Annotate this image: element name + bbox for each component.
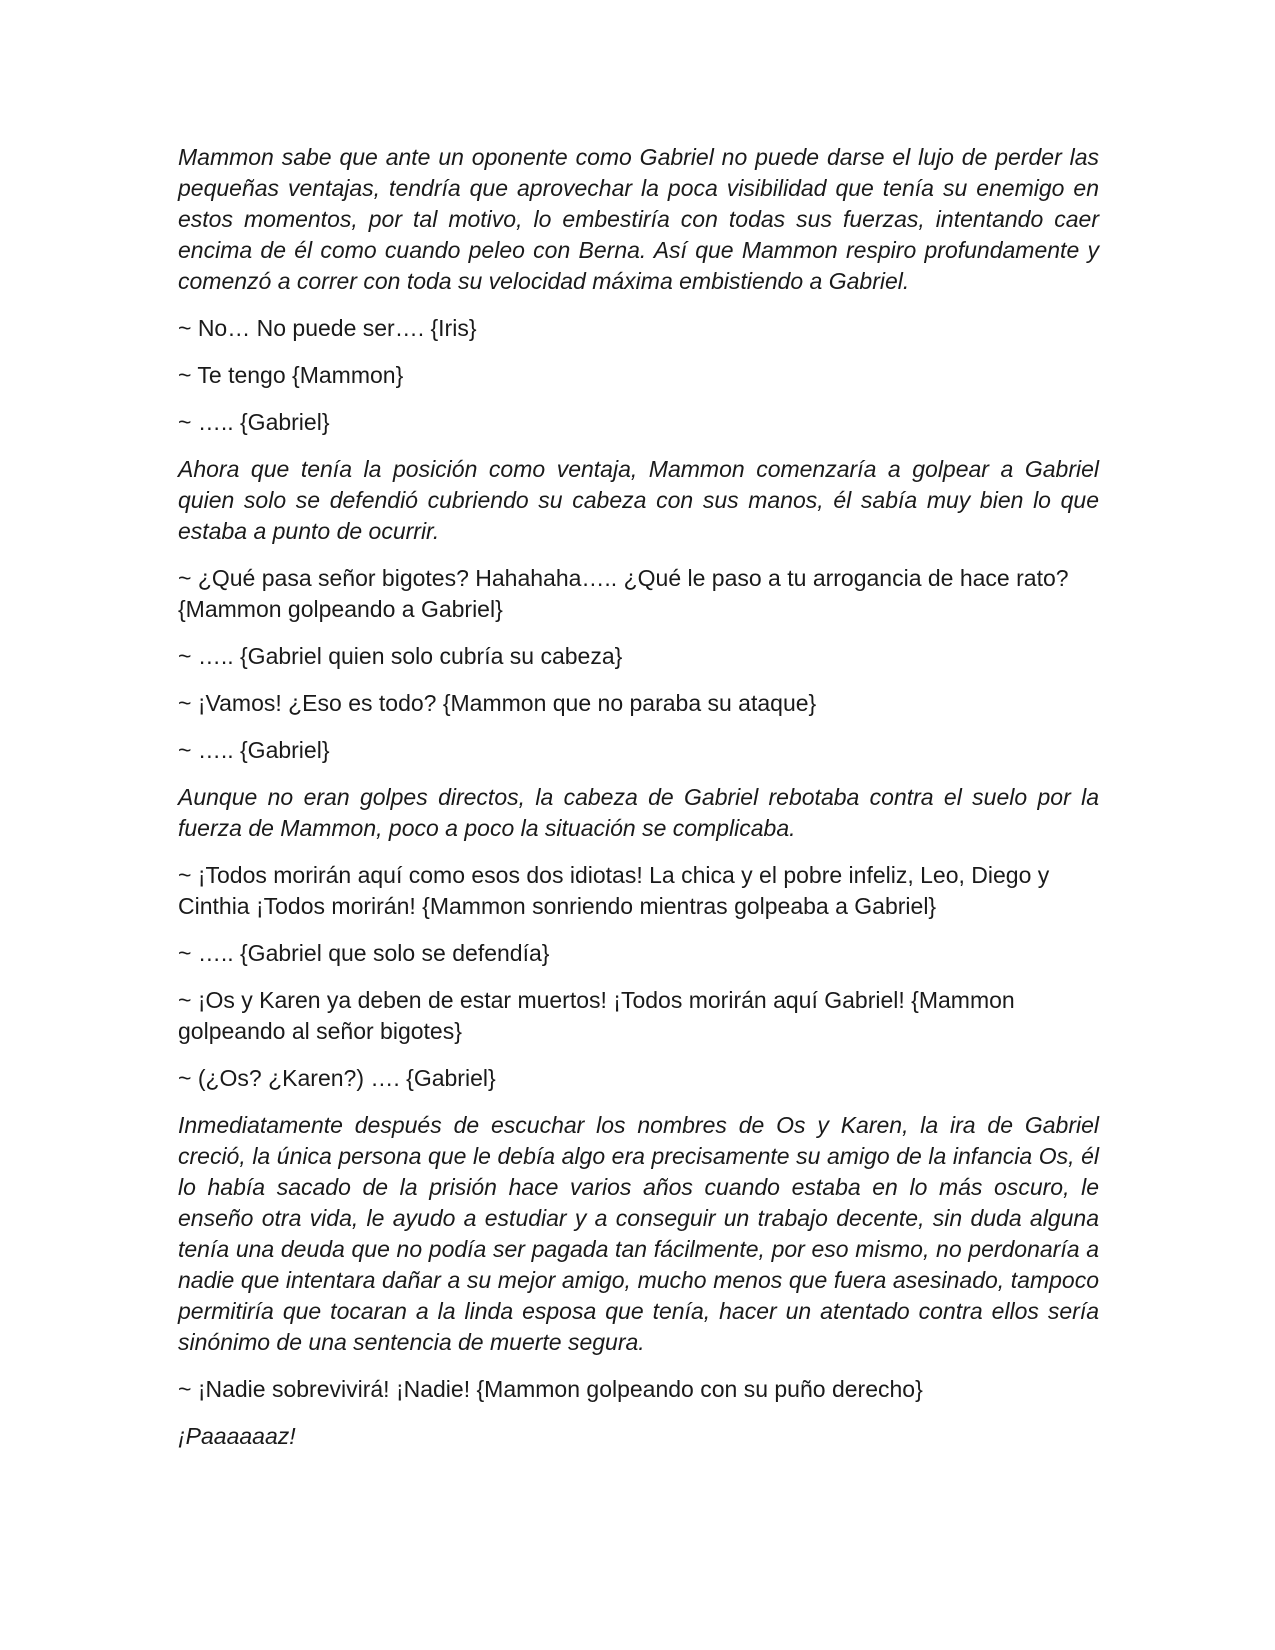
narration-paragraph: Mammon sabe que ante un oponente como Gabriel no puede darse el lujo de perder las pequeñas ventajas, tendría que aprovechar la poca visibilidad que tenía su enemigo en estos momentos, por tal motivo, lo embestiría con todas sus fuerzas, intentando caer encima de él como cuando peleo con Berna. Así que Mammon respiro profundamente y comenzó a correr con toda su velocidad máxima embistiendo a Gabriel.: [178, 144, 1099, 294]
dialogue-line: ~ ….. {Gabriel quien solo cubría su cabeza}: [178, 643, 623, 669]
dialogue-line: ~ ….. {Gabriel que solo se defendía}: [178, 940, 550, 966]
narration-paragraph: Inmediatamente después de escuchar los nombres de Os y Karen, la ira de Gabriel creció, la única persona que le debía algo era precisamente su amigo de la infancia Os, él lo había sacado de la prisión hace varios años cuando estaba en lo más oscuro, le enseño otra vida, le ayudo a estudiar y a conseguir un trabajo decente, sin duda alguna tenía una deuda que no podía ser pagada tan fácilmente, por eso mismo, no perdonaría a nadie que intentara dañar a su mejor amigo, mucho menos que fuera asesinado, tampoco permitiría que tocaran a la linda esposa que tenía, hacer un atentado contra ellos sería sinónimo de una sentencia de muerte segura.: [178, 1112, 1099, 1355]
narration-paragraph: Ahora que tenía la posición como ventaja, Mammon comenzaría a golpear a Gabriel quien solo se defendió cubriendo su cabeza con sus manos, él sabía muy bien lo que estaba a punto de ocurrir.: [178, 456, 1099, 544]
dialogue-line: ~ (¿Os? ¿Karen?) …. {Gabriel}: [178, 1065, 496, 1091]
dialogue-line: ~ Te tengo {Mammon}: [178, 362, 404, 388]
dialogue-line: ~ ….. {Gabriel}: [178, 737, 330, 763]
dialogue-line: ~ ¿Qué pasa señor bigotes? Hahahaha….. ¿Qué le paso a tu arrogancia de hace rato? {Mammon golpeando a Gabriel}: [178, 565, 1069, 622]
dialogue-line: ~ ¡Vamos! ¿Eso es todo? {Mammon que no paraba su ataque}: [178, 690, 817, 716]
narration-paragraph: Aunque no eran golpes directos, la cabeza de Gabriel rebotaba contra el suelo por la fuerza de Mammon, poco a poco la situación se complicaba.: [178, 784, 1099, 841]
dialogue-line: ~ ¡Todos morirán aquí como esos dos idiotas! La chica y el pobre infeliz, Leo, Diego y Cinthia ¡Todos morirán! {Mammon sonriendo mientras golpeaba a Gabriel}: [178, 862, 1050, 919]
dialogue-line: ~ ….. {Gabriel}: [178, 409, 330, 435]
dialogue-line: ~ ¡Os y Karen ya deben de estar muertos! ¡Todos morirán aquí Gabriel! {Mammon golpeando al señor bigotes}: [178, 987, 1015, 1044]
dialogue-line: ~ ¡Nadie sobrevivirá! ¡Nadie! {Mammon golpeando con su puño derecho}: [178, 1376, 923, 1402]
sound-effect-line: ¡Paaaaaaz!: [178, 1423, 296, 1449]
dialogue-line: ~ No… No puede ser…. {Iris}: [178, 315, 477, 341]
